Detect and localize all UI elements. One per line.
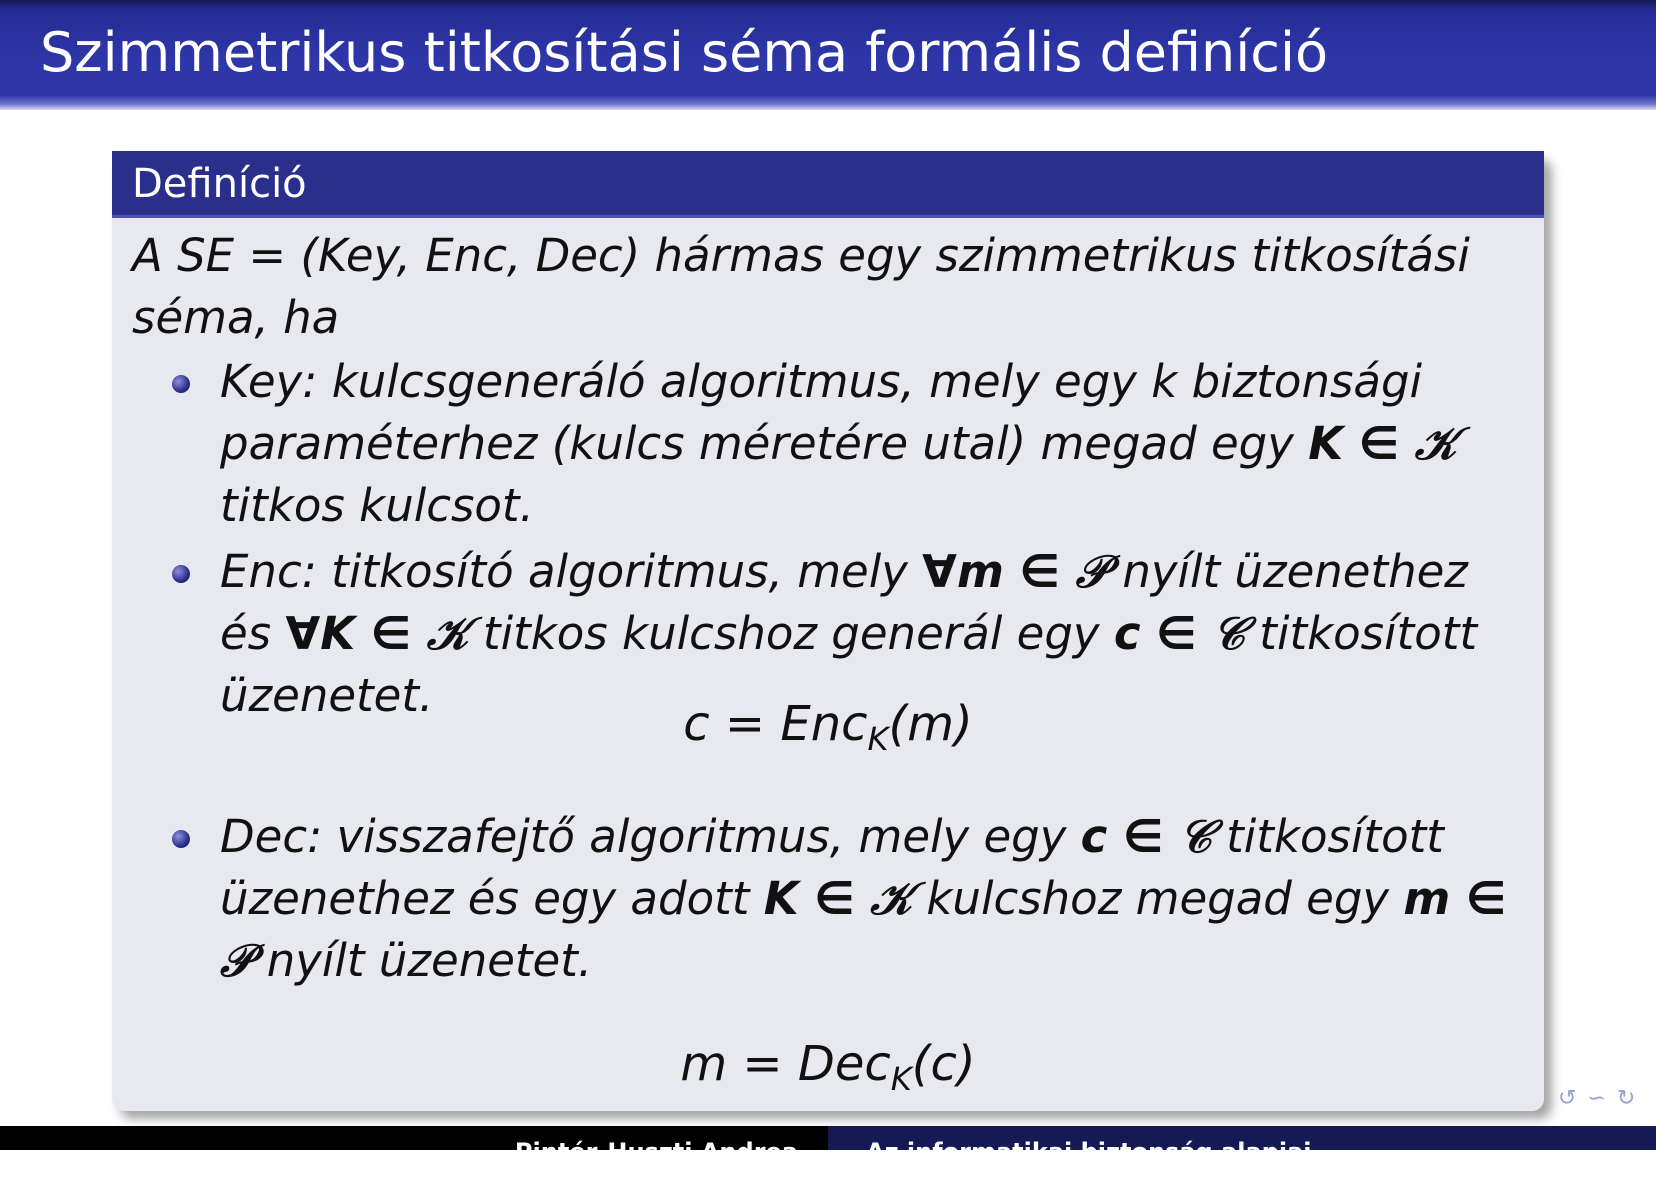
math-forall-m-in-P: ∀m ∈ 𝒫 (922, 545, 1109, 598)
item-text: : titkosító algoritmus, mely (301, 545, 923, 598)
bullet-icon (172, 565, 190, 583)
bullet-icon (172, 375, 190, 393)
math-forall-K-in-calK: ∀K ∈ 𝒦 (285, 607, 469, 660)
item-text: kulcshoz megad egy (912, 872, 1404, 925)
slide-title: Szimmetrikus titkosítási séma formális definíció (40, 21, 1328, 84)
footer-author: Pintér-Huszti Andrea (0, 1126, 828, 1150)
formula-enc (112, 696, 1544, 758)
item-text: titkos kulcsot. (220, 479, 534, 532)
footer-course: Az informatikai biztonság alapjai (828, 1126, 1656, 1150)
math-m-in-P: m ∈ 𝒫 (220, 872, 1507, 987)
item-text: nyílt üzenetet. (252, 934, 593, 987)
bullet-icon (172, 830, 190, 848)
item-key (172, 351, 1502, 537)
math-K-in-calK: K ∈ 𝒦 (763, 872, 913, 925)
math-c-in-C: c ∈ 𝒞 (1113, 607, 1245, 660)
item-text: : visszafejtő algoritmus, mely egy (307, 810, 1081, 863)
intro-text: hármas egy szimmetrikus titkosítási séma, ha (132, 229, 1470, 344)
formula-enc-lhs: c = Enc (683, 696, 868, 752)
formula-dec-sub: K (890, 1060, 912, 1098)
formula-dec (112, 1036, 1544, 1098)
math-K-in-calK: K ∈ 𝒦 (1308, 417, 1457, 470)
item-dec (172, 806, 1507, 992)
definition-intro (132, 225, 1527, 349)
definition-block (112, 151, 1544, 1111)
item-term: Enc (220, 545, 302, 598)
intro-math: A SE = (Key, Enc, Dec) (132, 229, 641, 282)
item-text: titkos kulcshoz generál egy (468, 607, 1114, 660)
formula-enc-arg: (m) (888, 696, 973, 752)
math-c-in-C: c ∈ 𝒞 (1080, 810, 1212, 863)
item-term: Key (220, 355, 303, 408)
item-text: : kulcsgeneráló algoritmus, mely egy k biztonsági paraméterhez (kulcs méretére utal) megad egy (220, 355, 1423, 470)
formula-dec-lhs: m = Dec (680, 1036, 891, 1092)
block-heading: Definíció (112, 151, 1544, 218)
beamer-nav-icons[interactable]: ↺ ∽ ↻ (1558, 1086, 1638, 1111)
formula-enc-sub: K (867, 720, 889, 758)
item-text: titkosított üzenetet. (220, 607, 1478, 722)
formula-dec-arg: (c) (911, 1036, 976, 1092)
item-text: titkosított üzenethez és egy adott (220, 810, 1444, 925)
item-text: nyílt üzenethez és (220, 545, 1468, 660)
item-term: Dec (220, 810, 308, 863)
title-bar (0, 0, 1656, 110)
footer-bar (0, 1126, 1656, 1166)
